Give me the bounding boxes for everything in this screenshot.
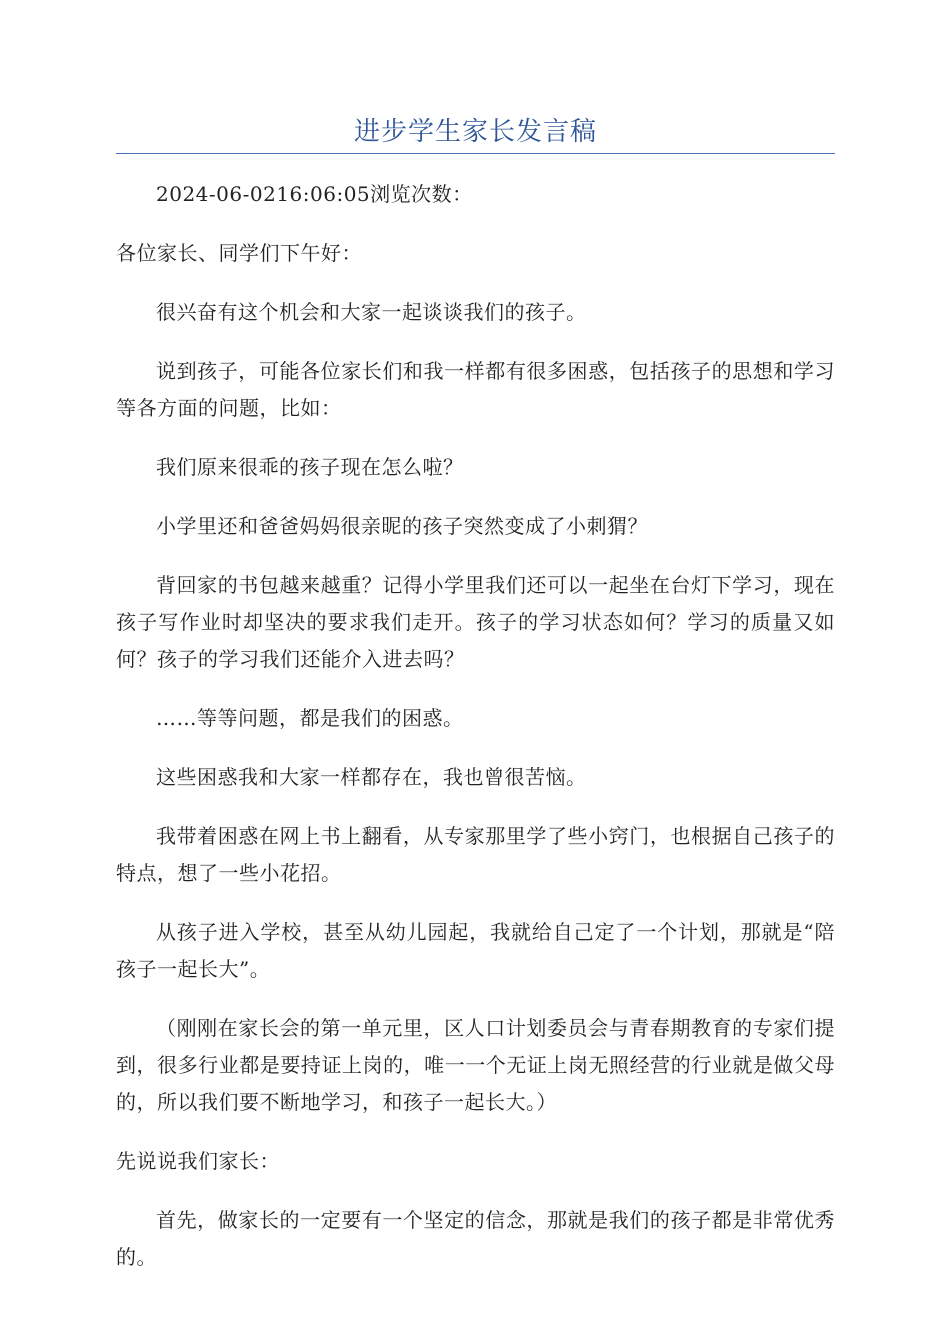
paragraph: 我带着困惑在网上书上翻看，从专家那里学了些小窍门，也根据自己孩子的特点，想了一些小花招。: [116, 824, 835, 885]
paragraph: （刚刚在家长会的第一单元里，区人口计划委员会与青春期教育的专家们提到，很多行业都是要持证上岗的，唯一一个无证上岗无照经营的行业就是做父母的，所以我们要不断地学习，和孩子一起长大。）: [116, 1016, 835, 1114]
paragraph: 我们原来很乖的孩子现在怎么啦？: [156, 455, 464, 479]
paragraph: 先说说我们家长：: [116, 1149, 280, 1173]
publish-meta: 2024-06-0216:06:05浏览次数：: [156, 182, 473, 206]
paragraph: ……等等问题，都是我们的困惑。: [156, 706, 464, 730]
paragraph: 首先，做家长的一定要有一个坚定的信念，那就是我们的孩子都是非常优秀的。: [116, 1208, 835, 1269]
paragraph: 说到孩子，可能各位家长们和我一样都有很多困惑，包括孩子的思想和学习等各方面的问题，比如：: [116, 359, 835, 420]
paragraph: 很兴奋有这个机会和大家一起谈谈我们的孩子。: [156, 300, 587, 324]
paragraph: 背回家的书包越来越重？记得小学里我们还可以一起坐在台灯下学习，现在孩子写作业时却坚决的要求我们走开。孩子的学习状态如何？学习的质量又如何？孩子的学习我们还能介入进去吗？: [116, 573, 835, 671]
paragraph: 这些困惑我和大家一样都存在，我也曾很苦恼。: [156, 765, 587, 789]
paragraph: 从孩子进入学校，甚至从幼儿园起，我就给自己定了一个计划，那就是“陪孩子一起长大”。: [116, 920, 835, 981]
paragraph: 小学里还和爸爸妈妈很亲昵的孩子突然变成了小刺猬？: [156, 514, 648, 538]
title-underline: [116, 153, 835, 154]
document-title: 进步学生家长发言稿: [353, 117, 597, 147]
paragraph: 各位家长、同学们下午好：: [116, 241, 362, 265]
document-body: [116, 176, 835, 1298]
